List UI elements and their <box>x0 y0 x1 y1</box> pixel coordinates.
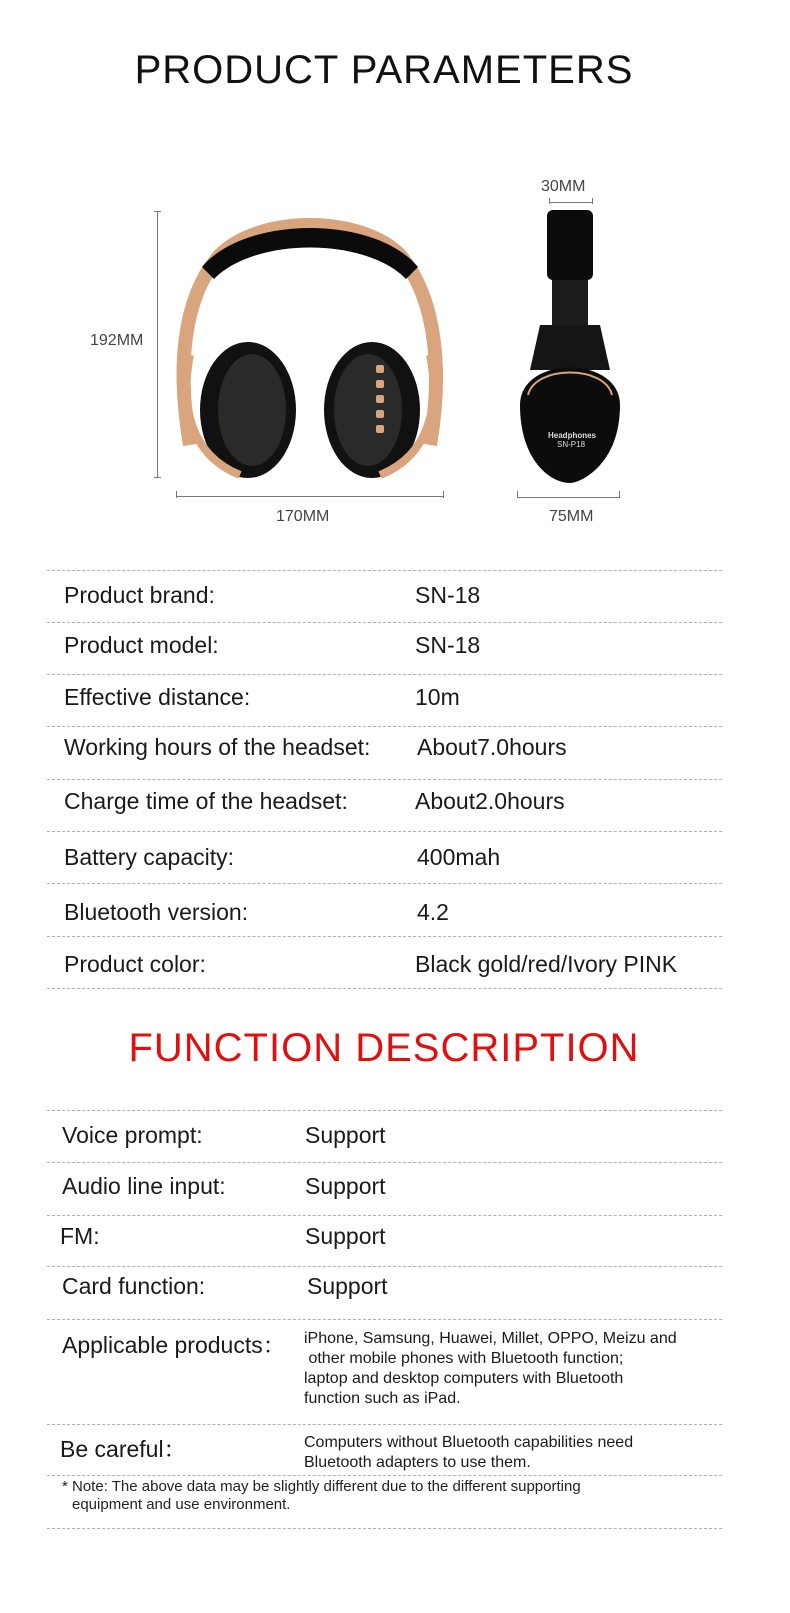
table-divider <box>47 936 722 937</box>
param-value-battery: 400mah <box>417 844 501 870</box>
width-dimension-line <box>176 496 444 497</box>
applicable-line: other mobile phones with Bluetooth function; <box>304 1350 624 1367</box>
height-dimension-cap-bottom <box>154 477 161 478</box>
width-dimension-cap-left <box>176 491 177 498</box>
footnote-line: * Note: The above data may be slightly different due to the different supporting <box>62 1478 581 1495</box>
bottom-depth-cap-right <box>619 491 620 498</box>
table-divider <box>47 622 722 623</box>
bottom-depth-line <box>517 497 620 498</box>
table-divider <box>47 1215 722 1216</box>
table-divider <box>47 1528 722 1529</box>
func-value-voice: Support <box>305 1122 386 1148</box>
func-label-audio-line: Audio line input: <box>62 1173 226 1199</box>
param-label-charge-time: Charge time of the headset: <box>64 788 348 814</box>
func-value-audio-line: Support <box>305 1173 386 1199</box>
func-label-card: Card function: <box>62 1273 206 1299</box>
table-divider <box>47 883 722 884</box>
careful-line: Computers without Bluetooth capabilities need <box>304 1434 634 1451</box>
top-depth-cap-left <box>549 198 550 204</box>
height-dimension-label: 192MM <box>90 332 144 349</box>
param-value-brand: SN-18 <box>415 582 481 608</box>
func-value-careful <box>304 1433 714 1473</box>
table-divider <box>47 1424 722 1425</box>
param-label-bluetooth: Bluetooth version: <box>64 899 249 925</box>
width-dimension-label: 170MM <box>276 508 330 525</box>
product-figure <box>0 0 790 560</box>
top-depth-cap-right <box>592 198 593 204</box>
footnote-line: equipment and use environment. <box>72 1496 291 1513</box>
table-divider <box>47 988 722 989</box>
param-value-model: SN-18 <box>415 632 481 658</box>
param-value-charge-time: About2.0hours <box>415 788 565 814</box>
func-label-careful: Be careful： <box>60 1436 187 1462</box>
func-value-fm: Support <box>305 1223 386 1249</box>
table-divider <box>47 779 722 780</box>
table-divider <box>47 674 722 675</box>
table-divider <box>47 1266 722 1267</box>
param-label-distance: Effective distance: <box>64 684 251 710</box>
table-divider <box>47 726 722 727</box>
param-label-model: Product model: <box>64 632 219 658</box>
func-label-applicable: Applicable products： <box>62 1332 286 1358</box>
product-print-line2: SN-P18 <box>557 440 586 449</box>
table-divider <box>47 831 722 832</box>
param-value-color: Black gold/red/Ivory PINK <box>415 951 678 977</box>
param-label-working-hours: Working hours of the headset: <box>64 734 371 760</box>
param-label-color: Product color: <box>64 951 206 977</box>
bottom-depth-label: 75MM <box>549 508 594 525</box>
func-label-voice: Voice prompt: <box>62 1122 203 1148</box>
footnote <box>62 1478 662 1514</box>
top-depth-label: 30MM <box>541 178 586 195</box>
page-title: PRODUCT PARAMETERS <box>134 48 634 92</box>
careful-line: Bluetooth adapters to use them. <box>304 1454 531 1471</box>
height-dimension-line <box>157 211 158 478</box>
table-divider <box>47 1319 722 1320</box>
applicable-line: iPhone, Samsung, Huawei, Millet, OPPO, Meizu and <box>304 1330 677 1347</box>
param-value-bluetooth: 4.2 <box>417 899 449 925</box>
param-value-distance: 10m <box>415 684 460 710</box>
param-label-battery: Battery capacity: <box>64 844 235 870</box>
bottom-depth-cap-left <box>517 491 518 498</box>
headphone-front-image <box>170 205 450 485</box>
param-label-brand: Product brand: <box>64 582 215 608</box>
func-label-fm: FM: <box>60 1223 100 1249</box>
func-value-applicable <box>304 1329 714 1409</box>
func-value-card: Support <box>307 1273 388 1299</box>
table-divider <box>47 570 722 571</box>
section-title-function: FUNCTION DESCRIPTION <box>128 1026 640 1070</box>
applicable-line: function such as iPad. <box>304 1390 461 1407</box>
table-divider <box>47 1162 722 1163</box>
table-divider <box>47 1110 722 1111</box>
width-dimension-cap-right <box>443 491 444 498</box>
table-divider <box>47 1475 722 1476</box>
param-value-working-hours: About7.0hours <box>417 734 567 760</box>
product-print-line1: Headphones <box>548 431 597 440</box>
height-dimension-cap-top <box>154 211 161 212</box>
applicable-line: laptop and desktop computers with Bluetooth <box>304 1370 624 1387</box>
top-depth-line <box>549 202 593 203</box>
